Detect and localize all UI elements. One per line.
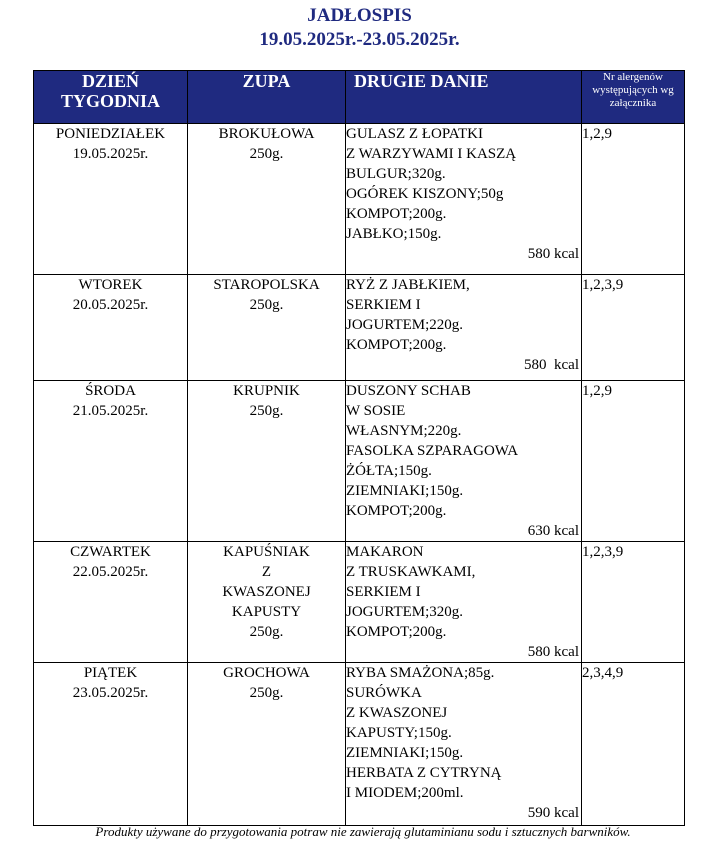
dish-line: KAPUSTY;150g. (346, 725, 452, 741)
soup-line: 250g. (249, 146, 284, 162)
soup-line: BROKUŁOWA (218, 126, 315, 142)
day-date: 21.05.2025r. (72, 403, 149, 419)
day-name: WTOREK (78, 277, 143, 293)
day-cell (34, 542, 188, 663)
dish-line: Z WARZYWAMI I KASZĄ (346, 146, 517, 162)
menu-table (33, 70, 685, 826)
allergen-numbers: 1,2,9 (582, 126, 612, 142)
dish-line: RYŻ Z JABŁKIEM, (346, 277, 470, 293)
header-row (34, 71, 685, 124)
dish-line: DUSZONY SCHAB (346, 383, 471, 399)
dish-cell (346, 663, 582, 826)
dish-line: HERBATA Z CYTRYNĄ (346, 765, 502, 781)
soup-cell (188, 542, 346, 663)
dish-line: ŻÓŁTA;150g. (346, 463, 432, 479)
soup-line: 250g. (249, 403, 284, 419)
table-row (34, 381, 685, 542)
dish-line: ZIEMNIAKI;150g. (346, 483, 464, 499)
day-date: 22.05.2025r. (72, 564, 149, 580)
soup-line: GROCHOWA (223, 665, 310, 681)
dish-line: MAKARON (346, 544, 424, 560)
header-allergens: Nr alergenów występujących wg załącznika (582, 71, 685, 124)
dish-line: GULASZ Z ŁOPATKI (346, 126, 483, 142)
day-date: 23.05.2025r. (72, 685, 149, 701)
day-date: 20.05.2025r. (72, 297, 149, 313)
footer-note: Produkty używane do przygotowania potraw nie zawierają glutaminianu sodu i sztucznych barwników. (95, 824, 631, 839)
soup-line: KAPUŚNIAK (223, 544, 310, 560)
day-cell (34, 124, 188, 275)
menu-title (0, 4, 719, 52)
allergens-cell (582, 663, 685, 826)
dish-line: KOMPOT;200g. (346, 206, 447, 222)
soup-line: 250g. (249, 624, 284, 640)
calories: 580 kcal (527, 246, 579, 262)
soup-line: KWASZONEJ (222, 584, 311, 600)
dish-cell (346, 542, 582, 663)
allergen-numbers: 2,3,4,9 (582, 665, 624, 681)
allergens-cell (582, 381, 685, 542)
soup-cell (188, 275, 346, 381)
soup-line: KRUPNIK (233, 383, 300, 399)
soup-line: KAPUSTY (231, 604, 302, 620)
title-date-range: 19.05.2025r.-23.05.2025r. (259, 29, 460, 50)
dish-cell (346, 381, 582, 542)
calories: 580 kcal (527, 644, 579, 660)
dish-line: WŁASNYM;220g. (346, 423, 462, 439)
day-date: 19.05.2025r. (72, 146, 149, 162)
dish-line: SURÓWKA (346, 685, 422, 701)
table-row (34, 275, 685, 381)
header-dish: DRUGIE DANIE (346, 71, 582, 124)
dish-line: OGÓREK KISZONY;50g (346, 186, 504, 202)
dish-line: FASOLKA SZPARAGOWA (346, 443, 519, 459)
day-name: ŚRODA (85, 383, 136, 399)
dish-line: ZIEMNIAKI;150g. (346, 745, 464, 761)
dish-cell (346, 275, 582, 381)
day-name: CZWARTEK (70, 544, 151, 560)
allergens-cell (582, 542, 685, 663)
dish-line: JOGURTEM;320g. (346, 604, 464, 620)
day-cell (34, 663, 188, 826)
day-cell (34, 381, 188, 542)
day-cell (34, 275, 188, 381)
dish-line: JOGURTEM;220g. (346, 317, 464, 333)
dish-line: Z TRUSKAWKAMI, (346, 564, 476, 580)
allergen-numbers: 1,2,3,9 (582, 277, 624, 293)
table-row (34, 542, 685, 663)
soup-line: Z (261, 564, 272, 580)
soup-cell (188, 663, 346, 826)
table-row (34, 124, 685, 275)
calories: 630 kcal (527, 523, 579, 539)
dish-line: Z KWASZONEJ (346, 705, 448, 721)
dish-line: RYBA SMAŻONA;85g. (346, 665, 495, 681)
dish-cell (346, 124, 582, 275)
allergen-numbers: 1,2,3,9 (582, 544, 624, 560)
day-name: PONIEDZIAŁEK (55, 126, 166, 142)
allergens-cell (582, 124, 685, 275)
dish-line: I MIODEM;200ml. (346, 785, 464, 801)
title-heading: JADŁOSPIS (307, 5, 412, 26)
dish-line: SERKIEM I (346, 584, 421, 600)
calories: 580 kcal (524, 357, 579, 373)
header-soup: ZUPA (188, 71, 346, 124)
soup-cell (188, 124, 346, 275)
dish-line: KOMPOT;200g. (346, 624, 447, 640)
day-name: PIĄTEK (83, 665, 138, 681)
dish-line: BULGUR;320g. (346, 166, 446, 182)
table-row (34, 663, 685, 826)
dish-line: JABŁKO;150g. (346, 226, 442, 242)
allergens-cell (582, 275, 685, 381)
calories: 590 kcal (527, 805, 579, 821)
soup-line: STAROPOLSKA (213, 277, 320, 293)
dish-line: KOMPOT;200g. (346, 337, 447, 353)
soup-line: 250g. (249, 297, 284, 313)
dish-line: W SOSIE (346, 403, 406, 419)
soup-cell (188, 381, 346, 542)
header-day: DZIEŃ TYGODNIA (34, 71, 188, 124)
allergen-numbers: 1,2,9 (582, 383, 612, 399)
dish-line: KOMPOT;200g. (346, 503, 447, 519)
soup-line: 250g. (249, 685, 284, 701)
dish-line: SERKIEM I (346, 297, 421, 313)
